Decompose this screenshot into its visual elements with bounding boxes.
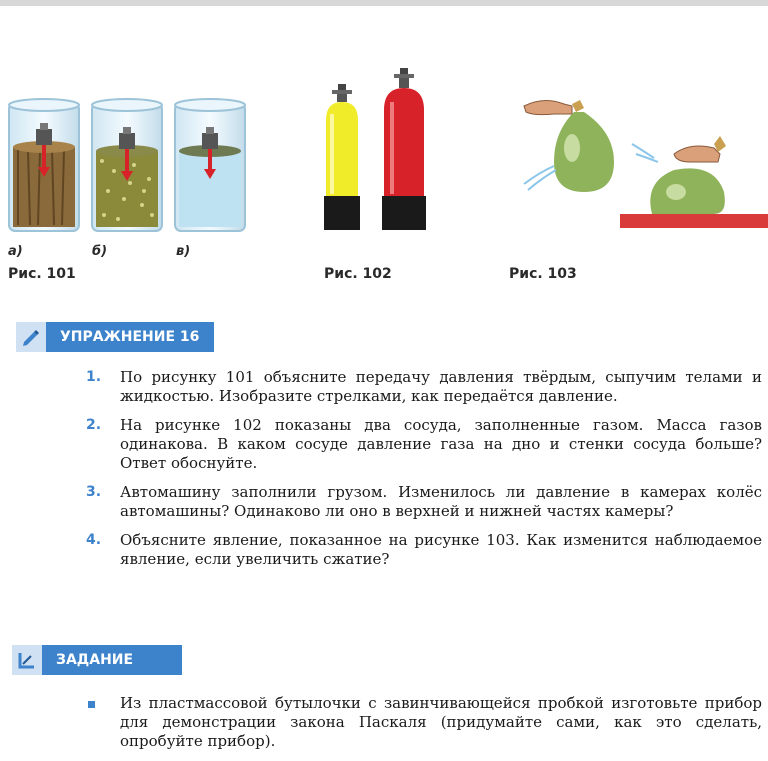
exercise-item-text: Автомашину заполнили грузом. Изменилось ли давление в камерах колёс автомашины? Одинаково ли оно в верхней и нижней частях камеры? [120, 483, 762, 520]
cylinder-b-granular [92, 99, 162, 231]
task-header [12, 645, 182, 675]
cylinder-a-solid [9, 99, 79, 231]
ruler-square-icon [12, 645, 42, 675]
task-title: ЗАДАНИЕ [56, 652, 134, 668]
exercise-item-text: Объясните явление, показанное на рисунке 103. Как изменится наблюдаемое явление, если увеличить сжатие? [120, 531, 762, 568]
figure-101-illustration [4, 95, 254, 240]
exercise-item [86, 531, 762, 569]
task-list [86, 694, 762, 761]
exercise-item-text: По рисунку 101 объясните передачу давления твёрдым, сыпучим телами и жидкостью. Изобразите стрелками, как передаётся давление. [120, 368, 762, 405]
figure-103-caption: Рис. 103 [509, 266, 577, 282]
exercise-item-text: На рисунке 102 показаны два сосуда, заполненные газом. Масса газов одинакова. В каком сосуде давление газа на дно и стенки сосуда больше? Ответ обоснуйте. [120, 416, 762, 472]
figure-101-label-c: в) [176, 244, 191, 259]
bullet-square-icon [86, 694, 120, 751]
hanging-water-bag [524, 100, 614, 192]
task-item [86, 694, 762, 751]
red-gas-cylinder [382, 68, 426, 230]
figure-101-caption: Рис. 101 [8, 266, 76, 282]
exercise-item-number: 1. [86, 369, 102, 385]
yellow-gas-cylinder [324, 84, 360, 230]
exercise-title: УПРАЖНЕНИЕ 16 [60, 329, 200, 345]
figure-101-label-b: б) [92, 244, 108, 259]
page-top-edge [0, 0, 768, 6]
exercise-list [86, 368, 762, 579]
figure-102-caption: Рис. 102 [324, 266, 392, 282]
squeezed-water-bag [620, 136, 768, 228]
figure-103-illustration [514, 92, 768, 237]
figure-101-label-a: а) [8, 244, 23, 259]
task-item-text: Из пластмассовой бутылочки с завинчивающейся пробкой изготовьте прибор для демонстрации закона Паскаля (придумайте сами, как это сделать, опробуйте прибор). [120, 694, 762, 750]
exercise-item [86, 368, 762, 406]
exercise-item [86, 416, 762, 473]
pencil-icon [16, 322, 46, 352]
exercise-item-number: 3. [86, 484, 102, 500]
exercise-item-number: 2. [86, 417, 102, 433]
exercise-item-number: 4. [86, 532, 102, 548]
exercise-header [16, 322, 214, 352]
exercise-item [86, 483, 762, 521]
cylinder-c-liquid [175, 99, 245, 231]
figure-102-illustration [318, 66, 448, 236]
